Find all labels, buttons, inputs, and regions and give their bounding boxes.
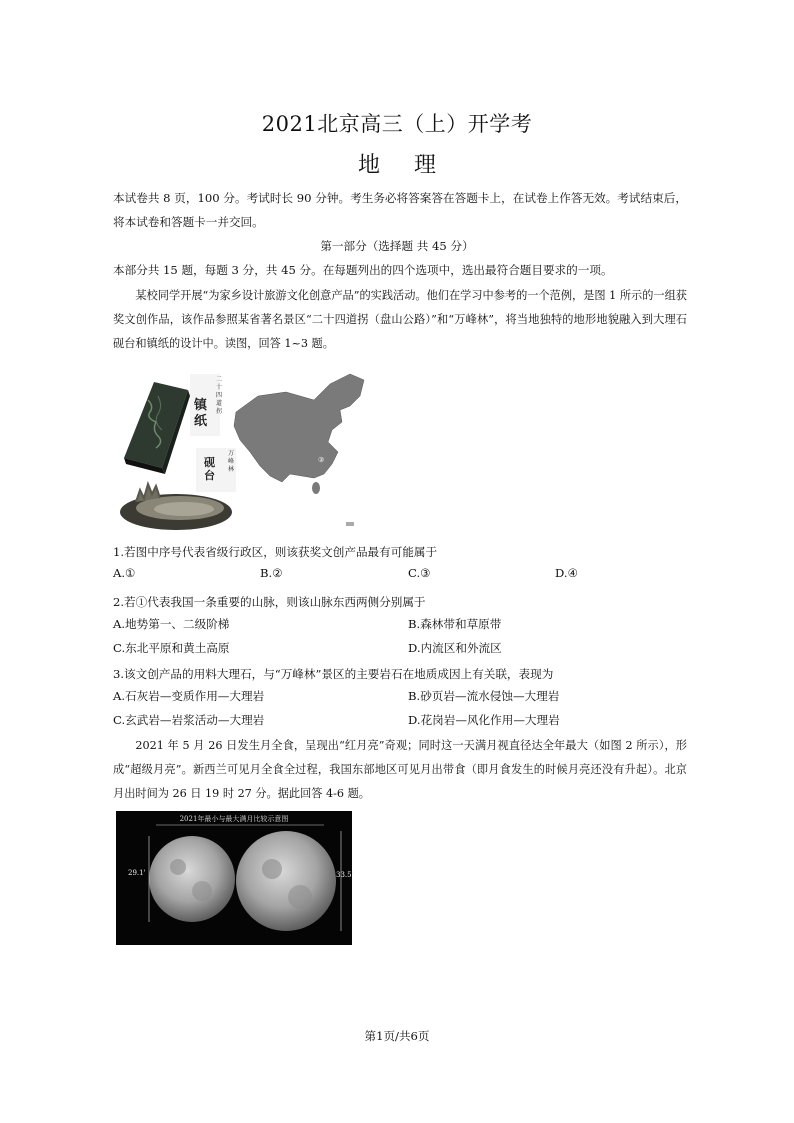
q2-option-d: D.内流区和外流区	[408, 641, 502, 655]
china-map-image	[234, 374, 364, 526]
label-ershisidaoguai: 二十四道拐	[216, 376, 223, 415]
question-2-stem: 2.若①代表我国一条重要的山脉，则该山脉东西两侧分别属于	[113, 595, 426, 609]
map-mark-2: ②	[340, 440, 347, 448]
q2-option-b: B.森林带和草原带	[408, 617, 502, 631]
moon-min-diameter: 29.1'	[128, 869, 146, 877]
part1-instruction: 本部分共 15 题，每题 3 分，共 45 分。在每题列出的四个选项中，选出最符合题目要求的一项。	[113, 263, 613, 277]
moon-max-diameter: 33.5'	[336, 871, 354, 879]
part1-heading: 第一部分（选择题 共 45 分）	[320, 239, 474, 253]
passage-1: 某校同学开展“为家乡设计旅游文化创意产品”的实践活动。他们在学习中参考的一个范例，是图 1 所示的一组获奖文创作品，该作品参照某省著名景区“二十四道拐（盘山公路）”和“万峰林”，将当地独特的地形地貌融入到大理石砚台和镇纸的设计中。读图，回答 1~3 题。	[113, 289, 687, 350]
q1-option-b: B.②	[260, 566, 283, 580]
label-wanfenglin: 万峰林	[228, 450, 235, 473]
passage-2: 2021 年 5 月 26 日发生月全食，呈现出“红月亮”奇观；同时这一天满月视直径达全年最大（如图 2 所示），形成“超级月亮”。新西兰可见月全食全过程，我国东部地区可见月出带食（即月食发生的时候月亮还没有升起）。北京月出时间为 26 日 19 时 27 分。据此回答 4-6 题。	[113, 739, 687, 800]
label-zhenzhi: 镇纸	[194, 398, 208, 429]
q2-option-a: A.地势第一、二级阶梯	[113, 617, 230, 631]
figure-1	[118, 370, 388, 532]
map-mark-4: ④	[346, 410, 353, 418]
q3-option-b: B.砂页岩—流水侵蚀—大理岩	[408, 689, 560, 703]
q1-option-c: C.③	[408, 566, 431, 580]
q3-option-c: C.玄武岩—岩浆活动—大理岩	[113, 713, 265, 727]
q3-option-a: A.石灰岩—变质作用—大理岩	[113, 689, 265, 703]
label-yantai: 砚台	[204, 456, 215, 482]
q1-option-a: A.①	[113, 566, 136, 580]
question-1-stem: 1.若图中序号代表省级行政区，则该获奖文创产品最有可能属于	[113, 545, 438, 559]
q2-option-c: C.东北平原和黄土高原	[113, 641, 230, 655]
question-3-stem: 3.该文创产品的用料大理石，与“万峰林”景区的主要岩石在地质成因上有关联，表现为	[113, 667, 554, 681]
page-footer: 第1页/共6页	[364, 1029, 430, 1043]
q1-option-d: D.④	[555, 566, 578, 580]
paperweight-image	[124, 382, 190, 474]
moon-comparison-image	[116, 811, 352, 945]
map-mark-3: ③	[318, 456, 325, 464]
subject-title: 地理	[357, 153, 470, 178]
exam-intro: 本试卷共 8 页，100 分。考试时长 90 分钟。考生务必将答案答在答题卡上，在试卷上作答无效。考试结束后，将本试卷和答题卡一并交回。	[113, 191, 687, 229]
figure-1-illustration	[118, 370, 388, 532]
page-title: 2021北京高三（上）开学考	[261, 112, 533, 136]
figure-2	[116, 811, 352, 945]
map-mark-1: ①	[370, 376, 377, 384]
figure-2-caption: 2021年最小与最大满月比较示意图	[179, 815, 289, 823]
q3-option-d: D.花岗岩—风化作用—大理岩	[408, 713, 560, 727]
